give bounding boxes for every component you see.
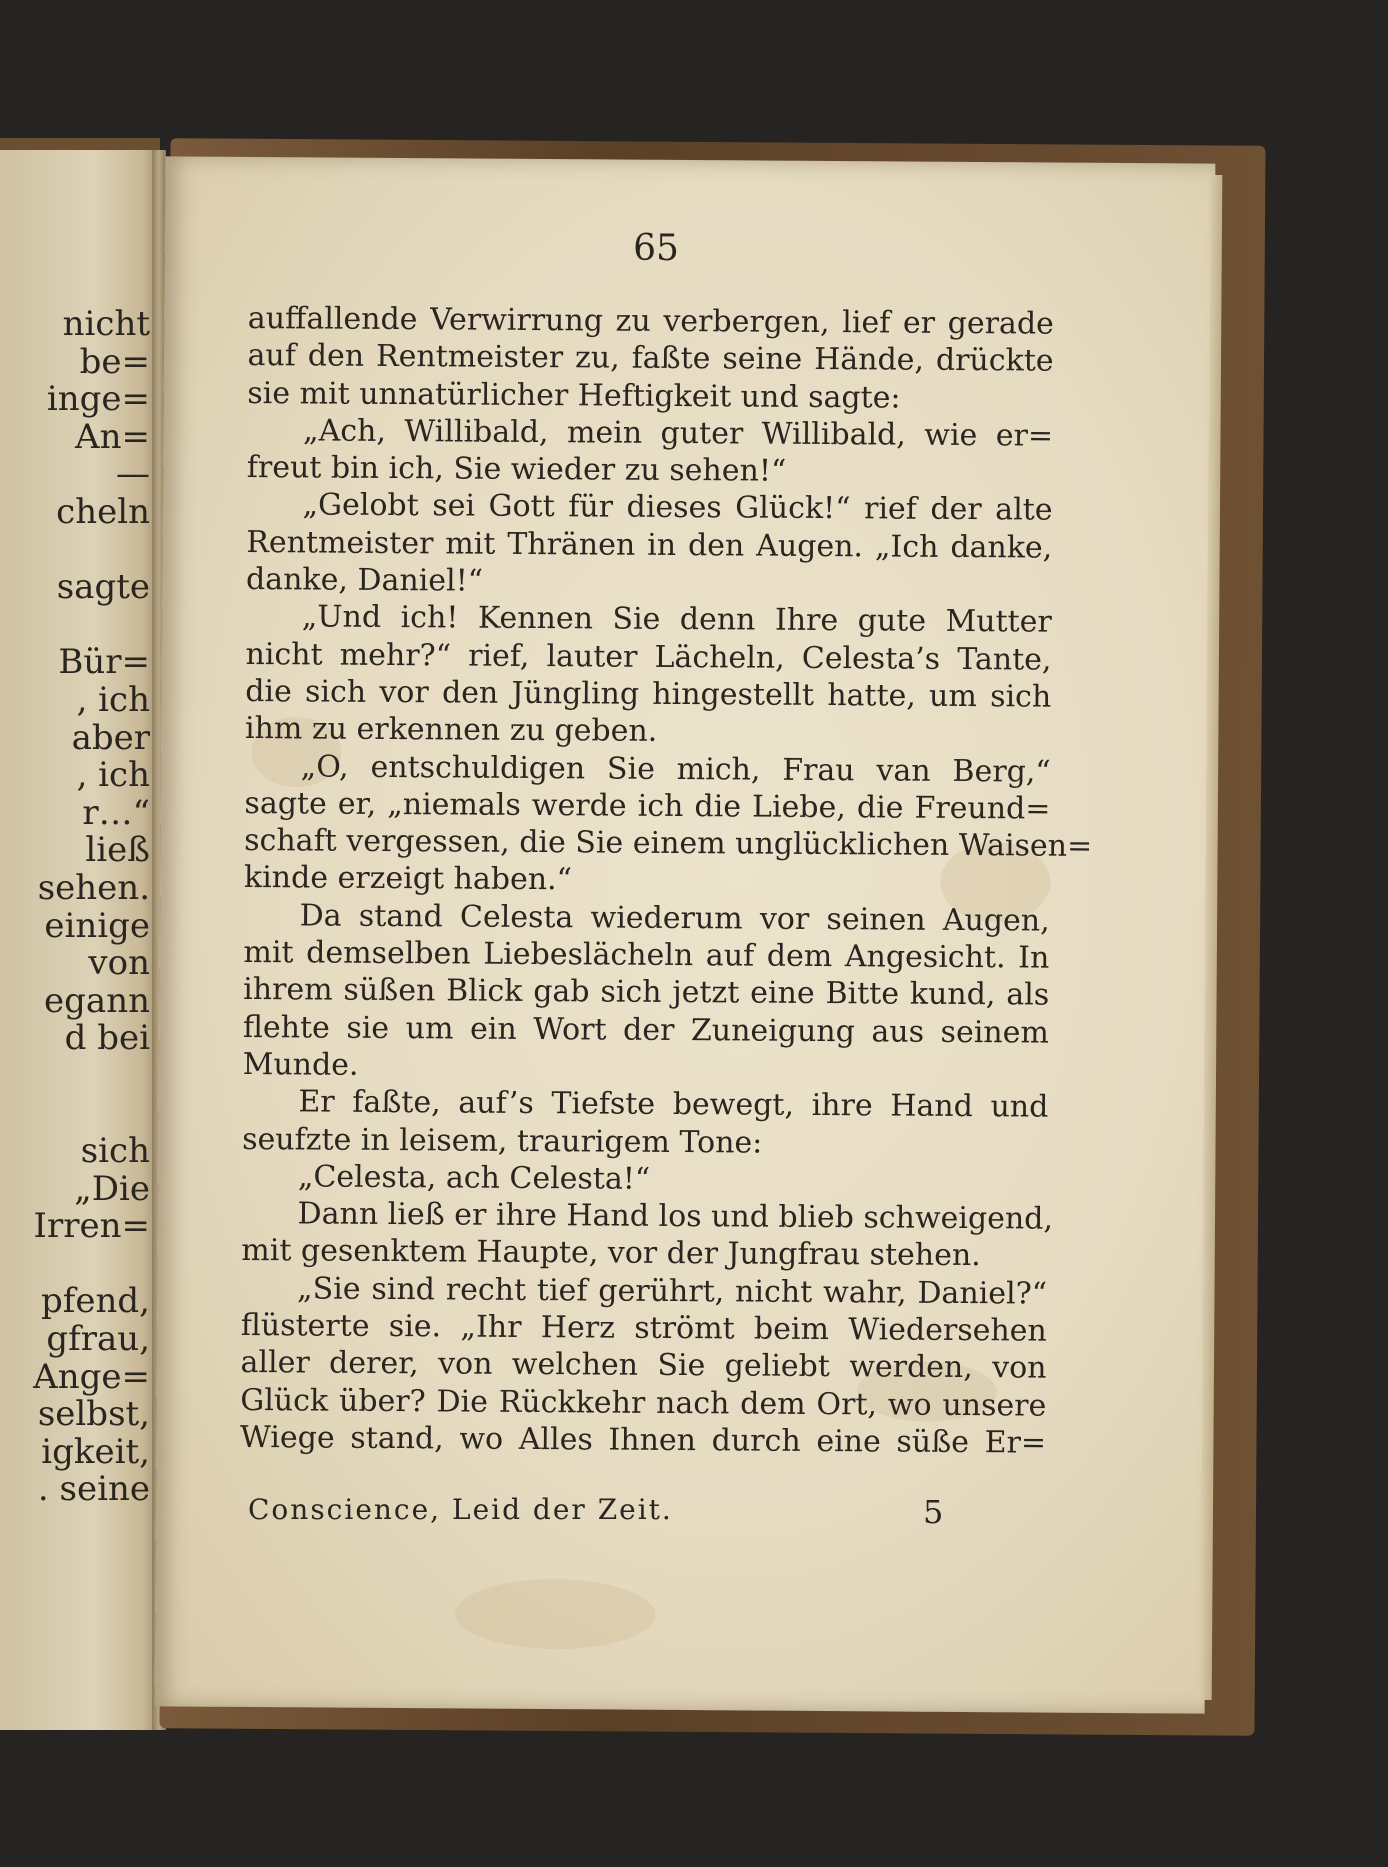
text-line: nicht mehr?“ rief, lauter Lächeln, Celesta’s Tante,: [245, 636, 1052, 678]
left-page-fragment: [0, 607, 150, 645]
left-page-fragment: pfend,: [41, 1283, 150, 1322]
left-page-fragment: d bei: [64, 1020, 150, 1058]
text-line: sie mit unnatürlicher Heftigkeit und sagte:: [247, 375, 901, 416]
text-line: „Und ich! Kennen Sie denn Ihre gute Mutter: [301, 599, 1052, 640]
text-line: ihrem süßen Blick gab sich jetzt eine Bitte kund, als: [243, 972, 1050, 1013]
text-line: auffallende Verwirrung zu verbergen, lief er gerade: [247, 300, 1054, 342]
text-line: Er faßte, auf’s Tiefste bewegt, ihre Hand und: [298, 1084, 1049, 1125]
text-line: mit gesenktem Haupte, vor der Jungfrau stehen.: [241, 1233, 981, 1274]
left-page-fragment: ließ: [85, 832, 150, 870]
left-page-fragment: r…“: [82, 794, 150, 833]
page-body-text: [239, 300, 1093, 1462]
footer-signature: Conscience, Leid der Zeit.: [248, 1493, 673, 1526]
text-line: seufzte in leisem, traurigem Tone:: [242, 1121, 763, 1161]
text-line: danke, Daniel!“: [245, 562, 484, 599]
left-page-fragment: aber: [71, 719, 150, 758]
left-page-fragment: , ich: [76, 757, 150, 795]
left-page-fragment: An=: [75, 418, 150, 457]
left-page-fragment: Ange=: [33, 1358, 150, 1397]
left-page-fragment: cheln: [56, 493, 150, 532]
text-line: Wiege stand, wo Alles Ihnen durch eine süße Er=: [239, 1419, 1047, 1461]
text-line: ihm zu erkennen zu geben.: [244, 711, 658, 750]
text-line: aller derer, von welchen Sie geliebt werden, von: [240, 1345, 1047, 1386]
text-line: „Gelobt sei Gott für dieses Glück!“ rief der alte: [302, 487, 1053, 529]
text-line: sagte er, „niemals werde ich die Liebe, die Freund=: [244, 785, 1051, 827]
left-page-text: [0, 306, 150, 1509]
left-page-fragment: nicht: [62, 306, 150, 344]
text-line: die sich vor den Jüngling hingestellt hatte, um sich: [245, 673, 1052, 715]
sheet-signature-mark: 5: [923, 1493, 944, 1531]
left-page-fragment: sich: [80, 1133, 150, 1171]
text-line: Munde.: [242, 1046, 359, 1083]
left-page-fragment: von: [88, 945, 150, 983]
left-page-fragment: [0, 532, 150, 570]
text-line: flehte sie um ein Wort der Zuneigung aus seinem: [242, 1009, 1050, 1051]
left-page-fragment: sehen.: [37, 869, 150, 908]
left-page-fragment: igkeit,: [41, 1433, 150, 1472]
left-page-fragment: , ich: [76, 681, 150, 720]
text-line: „Celesta, ach Celesta!“: [297, 1159, 651, 1197]
left-page-fragment: gfrau,: [46, 1321, 150, 1359]
text-line: freut bin ich, Sie wieder zu sehen!“: [246, 450, 787, 489]
left-page-fragment: [0, 1095, 150, 1133]
page-number: 65: [633, 228, 679, 269]
left-page-fragment: . seine: [37, 1471, 150, 1509]
text-line: mit demselben Liebeslächeln auf dem Angesicht. In: [243, 935, 1050, 976]
text-line: „Sie sind recht tief gerührt, nicht wahr, Daniel?“: [296, 1271, 1048, 1312]
left-page-fragment: sagte: [56, 569, 150, 607]
text-line: flüsterte sie. „Ihr Herz strömt beim Wiedersehen: [240, 1307, 1047, 1349]
left-page-fragment: selbst,: [37, 1396, 150, 1434]
text-line: Rentmeister mit Thränen in den Augen. „Ich danke,: [246, 524, 1053, 566]
left-page-fragment: egann: [44, 982, 150, 1021]
paper-stain: [455, 1578, 655, 1649]
left-page-fragment: —: [116, 456, 150, 494]
text-line: Glück über? Die Rückkehr nach dem Ort, wo unsere: [240, 1382, 1047, 1424]
text-line: Da stand Celesta wiederum vor seinen Augen,: [299, 898, 1050, 939]
text-line: Dann ließ er ihre Hand los und blieb schweigend,: [297, 1196, 1054, 1237]
left-page-fragment: [0, 1058, 150, 1096]
text-line: „O, entschuldigen Sie mich, Frau van Berg,“: [300, 748, 1051, 790]
text-line: „Ach, Willibald, mein guter Willibald, wie er=: [302, 413, 1054, 454]
left-page-fragment: [0, 1246, 150, 1284]
left-page-fragment: be=: [79, 343, 150, 382]
left-page-fragment: „Die: [74, 1170, 150, 1209]
text-line: schaft vergessen, die Sie einem unglücklichen Waisen=: [244, 823, 1093, 865]
text-line: kinde erzeigt haben.“: [243, 860, 573, 898]
left-page-fragment: inge=: [46, 381, 150, 419]
text-line: auf den Rentmeister zu, faßte seine Hände, drückte: [247, 338, 1054, 379]
left-page-fragment: Bür=: [58, 644, 150, 682]
left-page-fragment: einige: [44, 907, 150, 946]
left-page-fragment: Irren=: [33, 1208, 150, 1246]
